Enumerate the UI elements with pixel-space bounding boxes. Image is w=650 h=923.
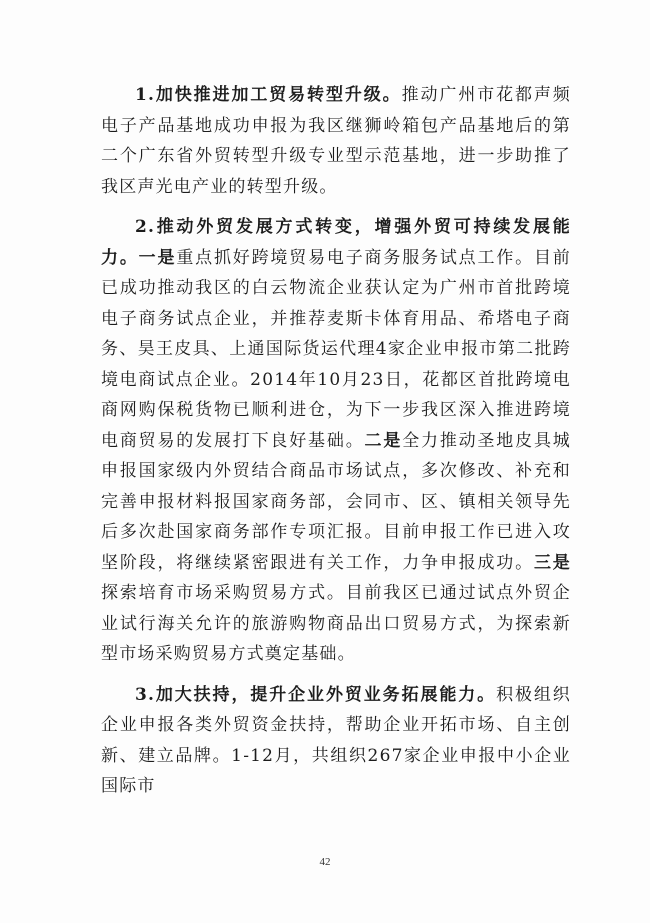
- paragraph-text: 推动广州市花都声频电子产品基地成功申报为我区继狮岭箱包产品基地后的第二个广东省外贸转型升级专业型示范基地，进一步助推了我区声光电产业的转型升级。: [101, 85, 571, 197]
- item-marker-third: 三是: [533, 552, 571, 573]
- paragraph-text: 积极组织企业申报各类外贸资金扶持，帮助企业开拓市场、自主创新、建立品牌。1-12月，共组织267家企业申报中小企业国际市: [101, 684, 571, 796]
- item-marker-first: 一是: [138, 247, 177, 268]
- paragraph-text: 重点抓好跨境贸易电子商务服务试点工作。目前已成功推动我区的白云物流企业获认定为广州市首批跨境电子商务试点企业，并推荐麦斯卡体育用品、希塔电子商务、昊王皮具、上通国际货运代理4家企业申报市第二批跨境电商试点企业。2014年10月23日，花都区首批跨境电商网购保税货物已顺利进仓，为下一步我区深入推进跨境电商贸易的发展打下良好基础。: [101, 247, 571, 451]
- page-number: 42: [319, 856, 331, 868]
- item-marker-second: 二是: [364, 430, 403, 451]
- paragraph-enterprise-support: [101, 680, 571, 802]
- paragraph-text: 探索培育市场采购贸易方式。目前我区已通过试点外贸企业试行海关允许的旅游购物商品出口贸易方式，为探索新型市场采购贸易方式奠定基础。: [101, 583, 571, 664]
- paragraph-text: 全力推动圣地皮具城申报国家级内外贸结合商品市场试点，多次修改、补充和完善申报材料报国家商务部，会同市、区、镇相关领导先后多次赴国家商务部作专项汇报。目前申报工作已进入攻坚阶段，将继续紧密跟进有关工作，力争申报成功。: [101, 430, 571, 573]
- paragraph-heading: 2.推动外贸发展方式转变，增强外贸可持续发展能力。: [101, 217, 571, 268]
- paragraph-heading: 1.加快推进加工贸易转型升级。: [135, 85, 402, 105]
- paragraph-processing-trade: [101, 80, 571, 202]
- paragraph-foreign-trade-transformation: [101, 212, 571, 670]
- document-body: [101, 80, 571, 812]
- paragraph-heading: 3.加大扶持，提升企业外贸业务拓展能力。: [135, 684, 497, 705]
